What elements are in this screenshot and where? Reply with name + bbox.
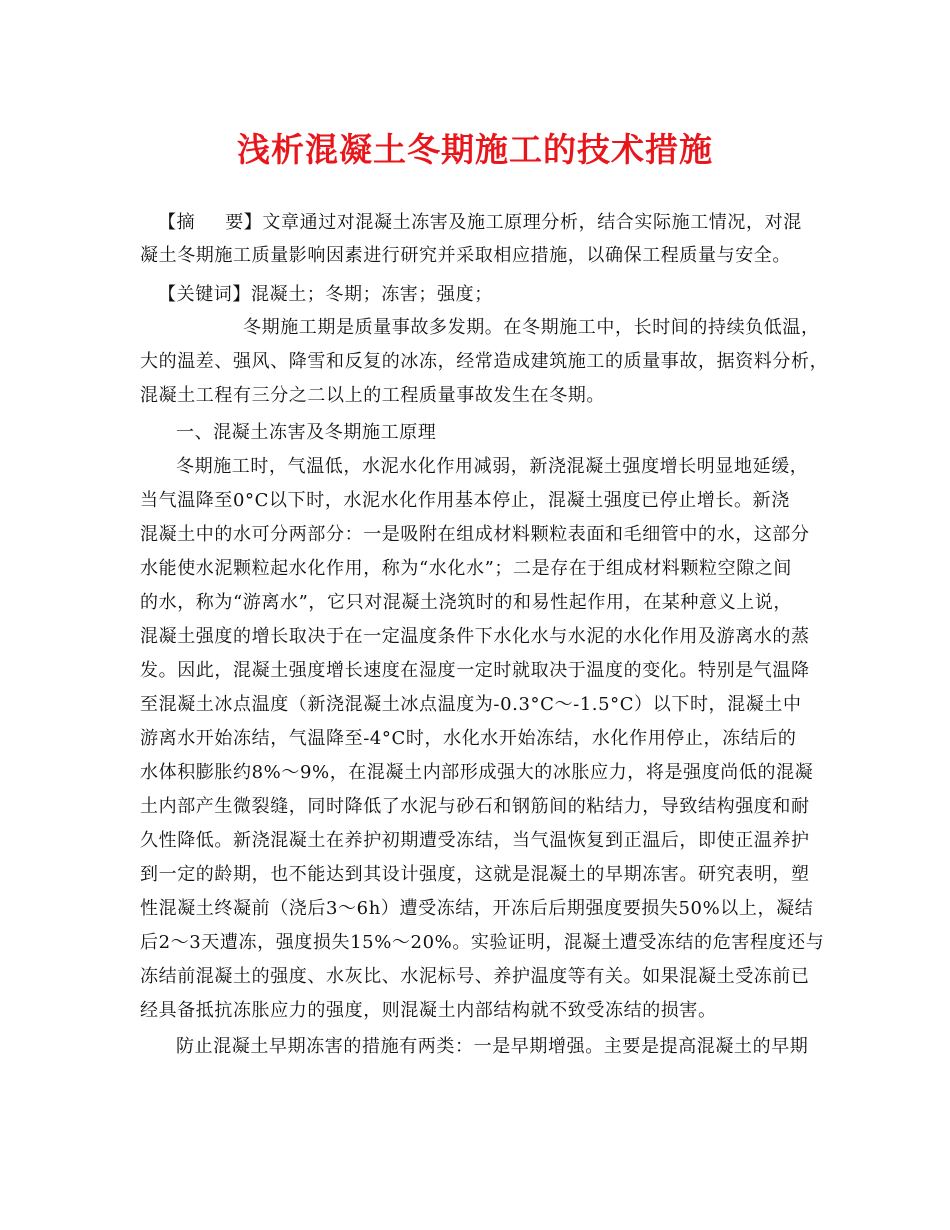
abstract-label-right: 要】 [225, 212, 263, 233]
section-heading: 一、混凝土冻害及冬期施工原理 [176, 422, 437, 443]
document-title: 浅析混凝土冬期施工的技术措施 [237, 130, 713, 169]
keywords-line [158, 283, 493, 307]
paragraph-line: 后2～3天遭冻，强度损失15%～20%。实验证明，混凝土遭受冻结的危害程度还与 [140, 932, 825, 953]
paragraph-line: 水体积膨胀约8%～9%，在混凝土内部形成强大的冰胀应力，将是强度尚低的混凝 [140, 762, 814, 783]
paragraph-line: 防止混凝土早期冻害的措施有两类：一是早期增强。主要是提高混凝土的早期 [176, 1036, 809, 1057]
paragraph-line: 性混凝土终凝前（浇后3～6h）遭受冻结，开冻后后期强度要损失50%以上，凝结 [140, 898, 814, 919]
paragraph-line: 发。因此，混凝土强度增长速度在湿度一定时就取决于温度的变化。特别是气温降 [140, 660, 810, 681]
keywords-label: 【关键词】 [158, 284, 251, 305]
paragraph-line: 久性降低。新浇混凝土在养护初期遭受冻结，当气温恢复到正温后，即使正温养护 [140, 830, 810, 851]
abstract-label-left: 【摘 [158, 212, 196, 233]
paragraph-line: 到一定的龄期，也不能达到其设计强度，这就是混凝土的早期冻害。研究表明，塑 [140, 864, 810, 885]
abstract-line-2: 凝土冬期施工质量影响因素进行研究并采取相应措施，以确保工程质量与安全。 [140, 245, 791, 266]
paragraph-line: 至混凝土冰点温度（新浇混凝土冰点温度为-0.3°C～-1.5°C）以下时，混凝土中 [140, 694, 802, 715]
intro-line: 混凝土工程有三分之二以上的工程质量事故发生在冬期。 [140, 385, 605, 406]
abstract-text-1: 文章通过对混凝土冻害及施工原理分析，结合实际施工情况，对混 [262, 212, 802, 233]
paragraph-line: 的水，称为“游离水”，它只对混凝土浇筑时的和易性起作用，在某种意义上说， [140, 592, 793, 613]
paragraph-line: 混凝土强度的增长取决于在一定温度条件下水化水与水泥的水化作用及游离水的蒸 [140, 626, 810, 647]
paragraph-line: 土内部产生微裂缝，同时降低了水泥与砂石和钢筋间的粘结力，导致结构强度和耐 [140, 796, 810, 817]
intro-line: 冬期施工期是质量事故多发期。在冬期施工中，长时间的持续负低温， [243, 317, 820, 338]
paragraph-line: 混凝土中的水可分两部分：一是吸附在组成材料颗粒表面和毛细管中的水，这部分 [140, 524, 810, 545]
abstract-line-1 [158, 211, 802, 235]
paragraph-line: 水能使水泥颗粒起水化作用，称为“水化水”；二是存在于组成材料颗粒空隙之间 [140, 558, 793, 579]
paragraph-line: 当气温降至0°C以下时，水泥水化作用基本停止，混凝土强度已停止增长。新浇 [140, 490, 790, 511]
keywords-text: 混凝土；冬期；冻害；强度； [251, 284, 493, 305]
paragraph-line: 经具备抵抗冻胀应力的强度，则混凝土内部结构就不致受冻结的损害。 [140, 1000, 717, 1021]
intro-line: 大的温差、强风、降雪和反复的冰冻，经常造成建筑施工的质量事故，据资料分析， [140, 351, 829, 372]
paragraph-line: 冻结前混凝土的强度、水灰比、水泥标号、养护温度等有关。如果混凝土受冻前已 [140, 966, 810, 987]
paragraph-line: 游离水开始冻结，气温降至-4°C时，水化水开始冻结，水化作用停止，冻结后的 [140, 728, 797, 749]
paragraph-line: 冬期施工时，气温低，水泥水化作用减弱，新浇混凝土强度增长明显地延缓， [176, 456, 809, 477]
